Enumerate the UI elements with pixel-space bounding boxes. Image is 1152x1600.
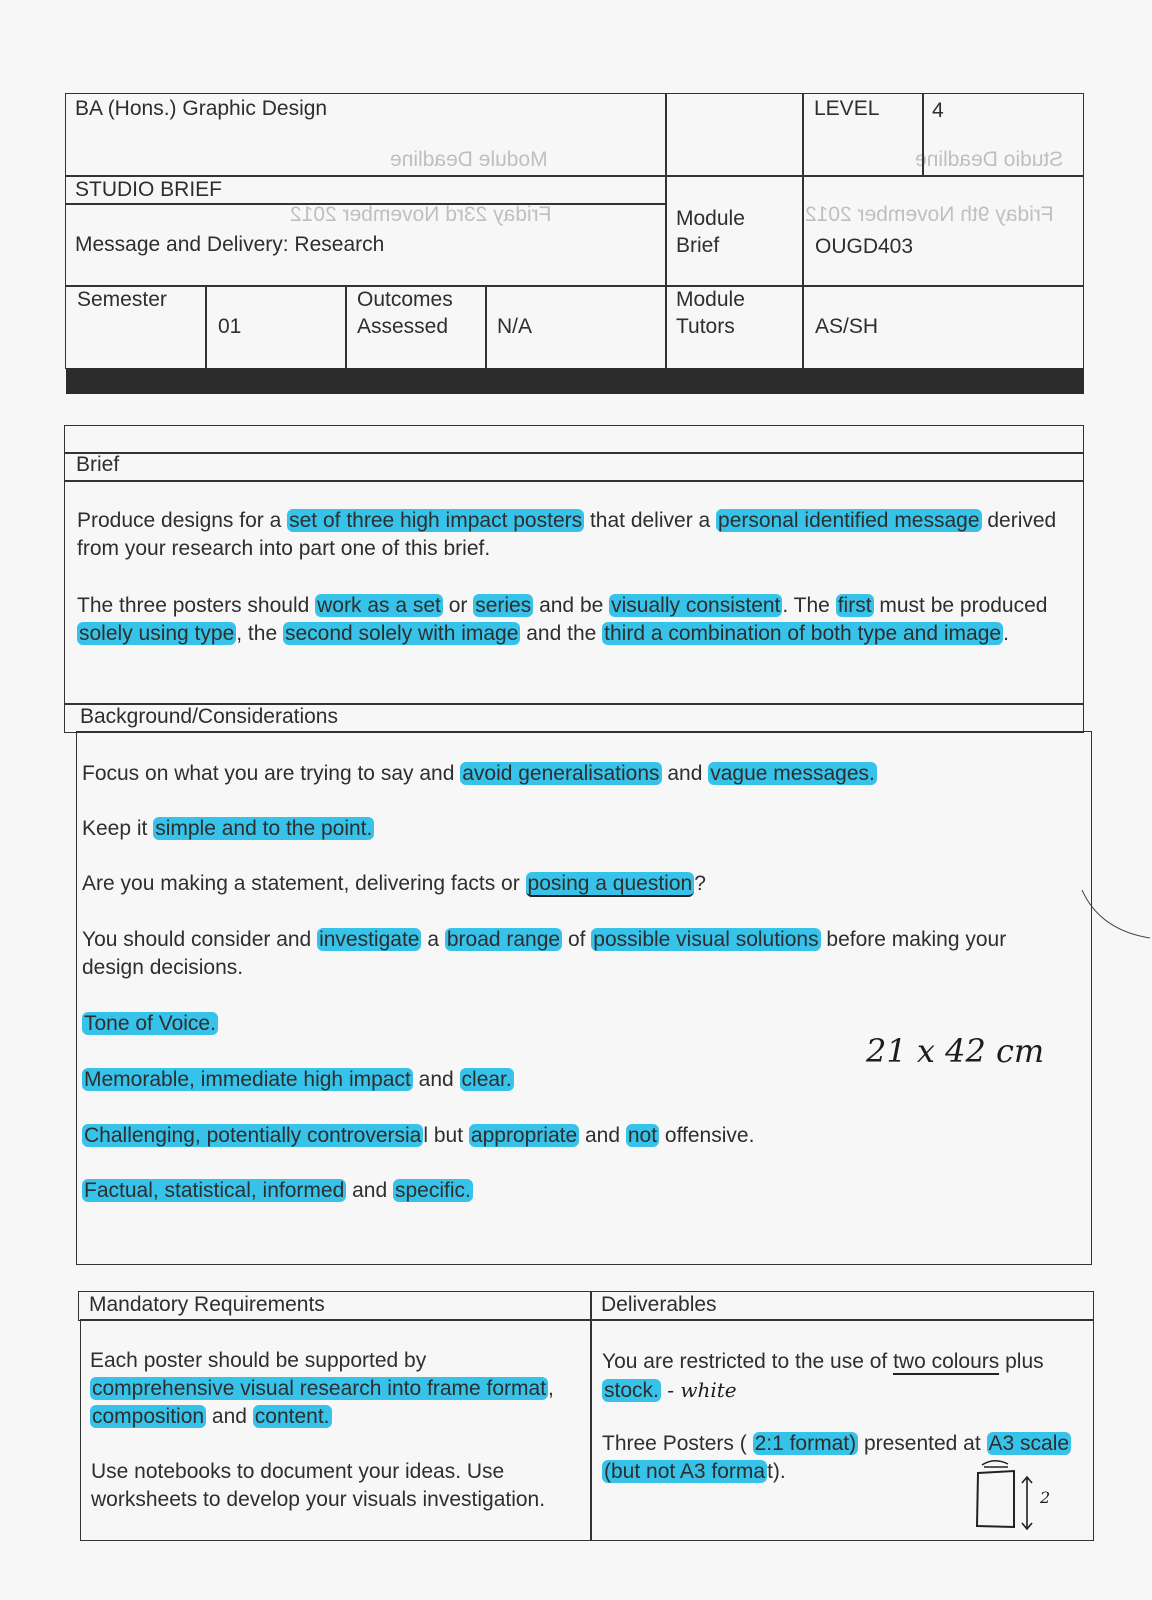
highlight: content. <box>254 1405 330 1428</box>
background-line-8: Factual, statistical, informed and specific. <box>84 1179 471 1202</box>
ghost-studio-deadline: Studio Deadline <box>915 148 1064 171</box>
brief-paragraph-1: Produce designs for a set of three high impact posters that deliver a personal identified message derived from your research into part one of this brief. <box>77 509 1057 560</box>
outcomes-value: N/A <box>497 315 533 338</box>
underline: two colours <box>893 1350 1000 1373</box>
tutors-label-line1: Module <box>676 288 745 311</box>
background-line-4: You should consider and investigate a broad range of possible visual solutions before making your design decisions. <box>82 928 1007 979</box>
highlight: second solely with image <box>284 622 519 645</box>
highlight: broad range <box>446 928 561 951</box>
tutors-label-line2: Tutors <box>676 315 735 338</box>
brief-heading-cell <box>64 452 1084 482</box>
highlight: not <box>627 1124 658 1147</box>
outcomes-label-line1: Outcomes <box>357 288 453 311</box>
background-heading: Background/Considerations <box>80 705 338 728</box>
highlight: comprehensive visual research into frame format <box>92 1377 547 1400</box>
semester-label: Semester <box>77 288 167 311</box>
programme-title: BA (Hons.) Graphic Design <box>75 97 328 120</box>
black-divider-bar <box>66 368 1084 394</box>
mandatory-paragraph-1: Each poster should be supported by comprehensive visual research into frame format, composition and content. <box>90 1349 554 1428</box>
mandatory-heading: Mandatory Requirements <box>89 1293 325 1316</box>
highlight: solely using type <box>79 622 235 645</box>
background-line-1: Focus on what you are trying to say and avoid generalisations and vague messages. <box>82 762 875 785</box>
background-line-6: Memorable, immediate high impact and clear. <box>84 1068 512 1091</box>
highlight: third a combination of both type and image <box>604 622 1002 645</box>
highlight: specific. <box>394 1179 471 1202</box>
module-brief-label-line1: Module <box>676 207 745 230</box>
highlight: Challenging, potentially controversia <box>84 1124 422 1147</box>
brief-paragraph-2: The three posters should work as a set or series and be visually consistent. The first must be produced solely using type, the second solely with image and the third a combination of both type and image. <box>77 594 1048 645</box>
highlight: vague messages. <box>710 762 875 785</box>
highlight: stock. <box>604 1379 659 1402</box>
studio-brief-label: STUDIO BRIEF <box>75 178 223 201</box>
highlight: simple and to the point. <box>155 817 373 840</box>
handwritten-white-note: - white <box>660 1378 737 1402</box>
highlight: appropriate <box>470 1124 578 1147</box>
ghost-module-deadline-date: Friday 23rd November 2012 <box>290 203 552 226</box>
background-line-7: Challenging, potentially controversial but appropriate and not offensive. <box>84 1124 755 1147</box>
background-line-2: Keep it simple and to the point. <box>82 817 373 840</box>
mandatory-paragraph-2: Use notebooks to document your ideas. Use worksheets to develop your visuals investigation. <box>91 1460 546 1511</box>
pen-mark-decoration <box>1080 890 1152 950</box>
brief-title: Message and Delivery: Research <box>75 233 385 256</box>
deliverables-paragraph-2: Three Posters ( 2:1 format) presented at A3 scale (but not A3 format). <box>602 1432 1070 1483</box>
highlight: Tone of Voice. <box>84 1012 216 1035</box>
highlight: 2:1 format) <box>754 1432 857 1455</box>
blank-cell <box>665 93 804 177</box>
highlight: personal identified message <box>718 509 980 532</box>
ghost-studio-deadline-date: Friday 9th November 2012 <box>805 203 1054 226</box>
level-value-cell <box>922 93 1084 177</box>
highlight: investigate <box>319 928 420 951</box>
deliverables-paragraph-1: You are restricted to the use of two colours plus stock. - white <box>602 1350 1044 1402</box>
level-value: 4 <box>932 99 944 122</box>
highlight: first <box>837 594 872 617</box>
highlight: visually consistent <box>611 594 781 617</box>
highlight: avoid generalisations <box>462 762 660 785</box>
highlight: posing a question <box>527 872 693 895</box>
highlight: clear. <box>461 1068 512 1091</box>
deliverables-heading: Deliverables <box>601 1293 717 1316</box>
tutors-value: AS/SH <box>815 315 879 338</box>
level-label: LEVEL <box>814 97 880 120</box>
handwritten-dimension-note: 21 x 42 cm <box>866 1032 1045 1070</box>
highlight: composition <box>92 1405 205 1428</box>
outcomes-label-line2: Assessed <box>357 315 449 338</box>
sketch-ratio-label: 2 <box>1040 1488 1051 1507</box>
semester-value: 01 <box>218 315 242 338</box>
highlight: set of three high impact posters <box>289 509 583 532</box>
top-spacer-row <box>64 425 1084 454</box>
module-code: OUGD403 <box>815 235 914 258</box>
highlight: Factual, statistical, informed <box>84 1179 345 1202</box>
highlight: A3 scale (but not A3 forma <box>604 1432 1070 1483</box>
highlight: work as a set <box>317 594 441 617</box>
ghost-module-deadline: Module Deadline <box>390 148 548 171</box>
highlight: possible visual solutions <box>593 928 819 951</box>
module-brief-label-line2: Brief <box>676 234 720 257</box>
module-code-cell <box>802 175 1084 287</box>
highlight: series <box>475 594 532 617</box>
highlight: Memorable, immediate high impact <box>84 1068 411 1091</box>
brief-heading: Brief <box>76 453 120 476</box>
background-line-3: Are you making a statement, delivering facts or posing a question? <box>82 872 706 895</box>
